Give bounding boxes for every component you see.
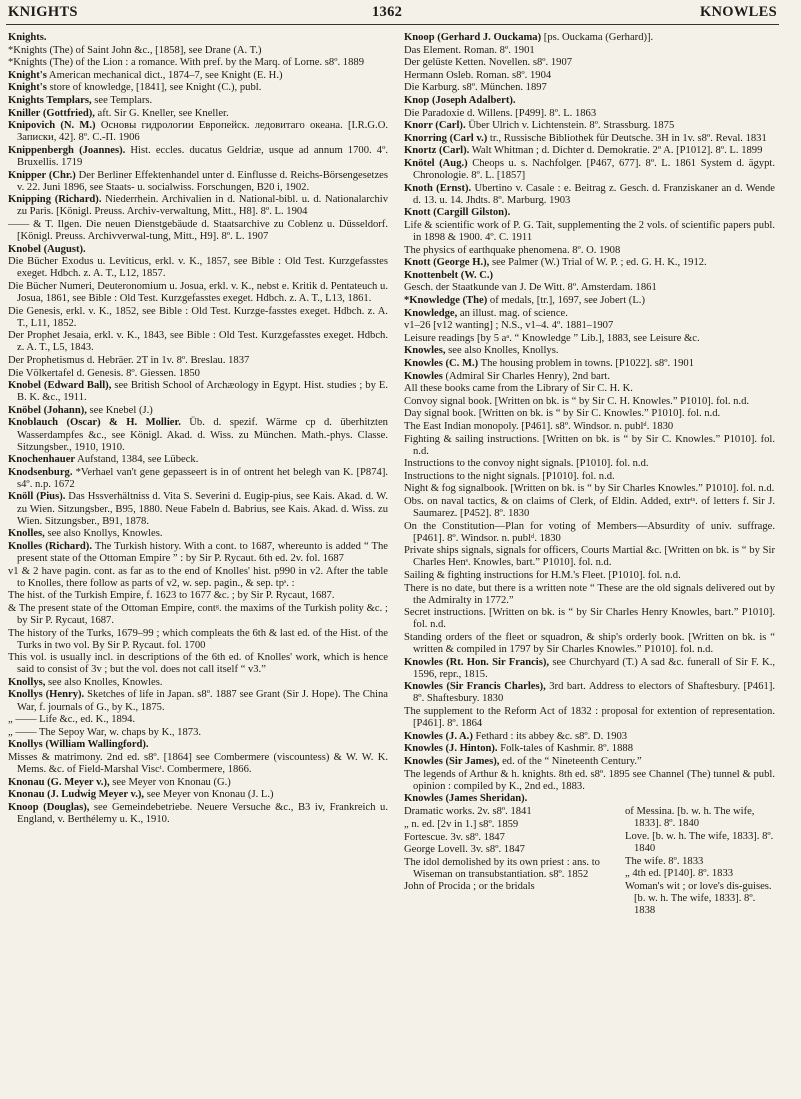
- header-left-catchword: KNIGHTS: [8, 4, 78, 20]
- entry-text: The hist. of the Turkish Empire, f. 1623 to 1677 &c. ; by Sir P. Rycaut, 1687.: [8, 590, 335, 602]
- catalogue-entry: [404, 657, 775, 681]
- catalogue-entry: [404, 471, 775, 483]
- entry-text: American mechanical dict., 1874–7, see Knight (E. H.): [46, 69, 283, 81]
- catalogue-entry: [404, 308, 775, 320]
- entry-text: Das Hssverhältniss d. Vita S. Severini d. Eugip-pius, see Kais. Akad. d. W. zu Wien. Sitzungsber., B95, 1880. Neue Fabeln d. Babrius, see Kais. Akad. d. Wiss. zu Wien. Sitzungsber., B91, 1878.: [17, 491, 388, 527]
- catalogue-entry: [404, 458, 775, 470]
- entry-text: Standing orders of the fleet or squadron, & ship's orderly book. [Written on bk. is “ written & compiled in 1797 by Sir Charles Knowles.” P1010]. fol. n.d.: [404, 632, 775, 656]
- entry-text: Die Bücher Exodus u. Leviticus, erkl. v. K., 1857, see Bible : Old Test. Kurzgefasstes exeget. Hdbch. z. A. T., L12, 1857.: [8, 256, 388, 280]
- entry-text: Leisure readings [by 5 aᵃ. “ Knowledge ” Lib.], 1883, see Leisure &c.: [404, 332, 700, 344]
- entry-text: —— & T. Ilgen. Die neuen Dienstgebäude d. Staatsarchive zu Coblenz u. Düsseldorf. [Königl. Preuss. Archivverwal-tung, Mitt., H9]. 8º. L. 1907: [8, 218, 388, 242]
- entry-text: see Palmer (W.) Trial of W. P. ; ed. G. H. K., 1912.: [489, 257, 707, 269]
- entry-text: Fethard : its abbey &c. s8º. D. 1903: [472, 730, 628, 742]
- catalogue-entry: [8, 145, 388, 169]
- entry-heading: Knöll (Pius).: [8, 491, 66, 503]
- entry-text: „ —— The Sepoy War, w. chaps by K., 1873.: [8, 726, 202, 738]
- catalogue-entry: [404, 383, 775, 395]
- catalogue-entry: [8, 57, 388, 69]
- catalogue-entry: [404, 120, 775, 132]
- catalogue-entry: [404, 333, 775, 345]
- catalogue-entry: [404, 681, 775, 705]
- entry-heading: Knonau (J. Ludwig Meyer v.),: [8, 789, 145, 801]
- entry-heading: Knollys (William Wallingford).: [8, 739, 149, 751]
- sub-entry: of Messina. [b. w. h. The wife, 1833]. 8º. 1840: [625, 806, 755, 830]
- entry-text: Aufstand, 1384, see Lübeck.: [75, 454, 199, 466]
- entry-heading: Knortz (Carl).: [404, 145, 470, 157]
- entry-heading: Knöbel (Johann),: [8, 404, 87, 416]
- entry-text: On the Constitution—Plan for voting of Members—Absurdity of univ. suffrage. [P461]. 8º. Windsor. n. publᵈ. 1830: [404, 520, 775, 544]
- entry-text: Misses & matrimony. 2nd ed. s8º. [1864] see Combermere (viscountess) & W. W. K. Mems. &c. of Field-Marshal Viscᵗ. Combermere, 1866.: [8, 751, 388, 776]
- catalogue-entry: [8, 244, 388, 256]
- entry-heading: Knowles (J. Hinton).: [404, 743, 498, 755]
- catalogue-entry: [404, 408, 775, 420]
- entry-heading: Knowledge,: [404, 307, 458, 319]
- catalogue-entry: [8, 689, 388, 713]
- header-rule: [6, 24, 779, 25]
- catalogue-entry: [404, 133, 775, 145]
- entry-text: Sketches of life in Japan. s8º. 1887 see Grant (Sir J. Hope). The China War, f. journals of G., by K., 1875.: [17, 689, 389, 713]
- entry-text: *Knights (The) of Saint John &c., [1858], see Drane (A. T.): [8, 44, 262, 56]
- catalogue-entry: [404, 756, 775, 768]
- sheridan-works-left: [404, 806, 614, 917]
- catalogue-entry: [404, 743, 775, 755]
- catalogue-entry: [404, 82, 775, 94]
- sub-entry: John of Procida ; or the bridals: [404, 881, 535, 893]
- catalogue-entry: [8, 32, 388, 44]
- entry-heading: Knottenbelt (W. C.): [404, 269, 494, 281]
- catalogue-entry: [8, 70, 388, 82]
- catalogue-entry: [8, 170, 388, 194]
- catalogue-entry: [404, 607, 775, 631]
- catalogue-entry: [8, 677, 388, 689]
- catalogue-entry: [8, 491, 388, 527]
- entry-text: This vol. is usually incl. in descriptions of the 6th ed. of Knolles' work, which is hence said to consist of 3v ; but the vol. does not call itself “ v3.”: [8, 652, 388, 676]
- entry-text: see British School of Archæology in Egypt. Hist. studies ; by E. B. K. &c., 1911.: [17, 380, 388, 404]
- entry-text: Instructions to the convoy night signals. [P1010]. fol. n.d.: [404, 458, 649, 470]
- entry-text: Hist. eccles. ducatus Geldriæ, usque ad annum 1700. 4º. Bruxellis. 1719: [17, 144, 389, 168]
- catalogue-entry: [8, 714, 388, 726]
- entry-text: Der Berliner Effektenhandel unter d. Einflusse d. Reichs-Börsengesetzes v. 22. Juni 1896, see Staats- u. socialwiss. Forschungen, B20 i, 1902.: [17, 169, 388, 193]
- entry-heading: Knoth (Ernst).: [404, 182, 472, 194]
- catalogue-entry: [404, 32, 775, 44]
- entry-text: Life & scientific work of P. G. Tait, supplementing the 2 vols. of scientific papers publ. in 1898 & 1900. 4º. C. 1911: [404, 219, 775, 243]
- catalogue-entry: [404, 496, 775, 520]
- catalogue-entry: [8, 194, 388, 218]
- entry-text: see Knebel (J.): [86, 404, 153, 416]
- entry-heading: *Knowledge (The): [404, 294, 488, 306]
- left-column: [8, 32, 388, 826]
- entry-text: Private ships signals, signals for officers, Courts Martial &c. [Written on bk. is “ by Sir Charles Henˢ. Knowles, bart.” P1010]. fol. n.d.: [404, 545, 775, 569]
- entry-heading: Knollys,: [8, 676, 46, 688]
- entry-text: „ —— Life &c., ed. K., 1894.: [8, 714, 136, 726]
- catalogue-entry: [8, 802, 388, 826]
- entry-text: see also Knolles, Knollys.: [445, 345, 559, 357]
- entry-text: see Gemeindebetriebe. Neuere Versuche &c., B3 iv, Frankreich u. England, v. Berthélemy u. K., 1910.: [17, 801, 388, 825]
- catalogue-entry: [404, 483, 775, 495]
- entry-heading: Knippenbergh (Joannes).: [8, 144, 126, 156]
- catalogue-entry: [8, 467, 388, 491]
- catalogue-entry: [8, 368, 388, 380]
- entry-text: Основы гидрологии Европейск. ледовитаго океана. [I.R.G.O. Записки, 42]. 8º. С.-П. 1906: [17, 120, 388, 144]
- entry-text: Fighting & sailing instructions. [Written on bk. is “ by Sir C. Knowles.” P1010]. fol. n.d.: [404, 433, 775, 457]
- entry-heading: Knoop (Douglas),: [8, 801, 90, 813]
- sub-entry: „ 4th ed. [P140]. 8º. 1833: [625, 868, 734, 880]
- catalogue-entry: [404, 220, 775, 244]
- running-header: [0, 0, 801, 24]
- entry-text: v1 & 2 have pagin. cont. as far as to the end of Knolles' hist. p990 in v2. After the table to Knolles, there follow as parts of v2, w. sep. pagin., & sep. tpˢ. :: [8, 565, 388, 589]
- entry-text: & The present state of the Ottoman Empire, contᵍ. the maxims of the Turkish polity &c. ; by Sir P. Rycaut, 1687.: [8, 602, 388, 626]
- entry-heading: Knolles (Richard).: [8, 540, 92, 552]
- catalogue-entry: [404, 793, 775, 805]
- catalogue-entry: [404, 207, 775, 219]
- catalogue-entry: [404, 731, 775, 743]
- catalogue-entry: [8, 281, 388, 305]
- catalogue-entry: [404, 396, 775, 408]
- entry-heading: Knochenhauer: [8, 454, 76, 466]
- entry-heading: Knipovich (N. M.): [8, 120, 96, 132]
- entry-heading: Knipper (Chr.): [8, 169, 76, 181]
- entry-heading: Knipping (Richard).: [8, 194, 102, 206]
- catalogue-entry: [8, 652, 388, 676]
- entry-text: The East Indian monopoly. [P461]. s8º. Windsor. n. publᵈ. 1830: [404, 420, 674, 432]
- entry-text: store of knowledge, [1841], see Knight (C.), publ.: [46, 82, 262, 94]
- catalogue-entry: [404, 769, 775, 793]
- catalogue-entry: [404, 57, 775, 69]
- sub-entry: „ n. ed. [2v in 1.] s8º. 1859: [404, 818, 519, 830]
- catalogue-entry: [404, 95, 775, 107]
- entry-text: see Templars.: [91, 94, 153, 106]
- sub-entry: Dramatic works. 2v. s8º. 1841: [404, 806, 532, 818]
- entry-text: (Admiral Sir Charles Henry), 2nd bart.: [442, 370, 610, 382]
- entry-text: 3rd bart. Address to electors of Shaftesbury. [P461]. 8º. Shaftesbury. 1830: [413, 681, 775, 705]
- sub-entry: George Lovell. 3v. s8º. 1847: [404, 844, 525, 856]
- entry-text: Folk-tales of Kashmir. 8º. 1888: [497, 743, 633, 755]
- catalogue-entry: [8, 603, 388, 627]
- sub-entry: Fortescue. 3v. s8º. 1847: [404, 831, 505, 843]
- entry-text: Das Element. Roman. 8º. 1901: [404, 44, 535, 56]
- entry-text: Ubertino v. Casale : e. Beitrag z. Gesch. d. Franziskaner an d. Wende d. 13. u. 14. Jhdts. 8º. Marburg. 1903: [413, 182, 775, 206]
- entry-text: The Turkish history. With a cont. to 1687, whereunto is added “ The present state of the Ottoman Empire ” : by Sir P. Rycaut. 6th ed. 2v. fol. 1687: [17, 540, 388, 564]
- catalogue-entry: [404, 570, 775, 582]
- catalogue-entry: [8, 454, 388, 466]
- entry-text: Die Karburg. s8º. München. 1897: [404, 82, 547, 94]
- entry-heading: Knoblauch (Oscar) & H. Mollier.: [8, 417, 181, 429]
- entry-text: Der Prophetismus d. Hebräer. 2T in 1v. 8º. Breslau. 1837: [8, 354, 250, 366]
- entry-heading: Knoop (Gerhard J. Ouckama): [404, 32, 542, 43]
- entry-heading: Knott (George H.),: [404, 257, 490, 269]
- catalogue-entry: [404, 108, 775, 120]
- entry-text: Night & fog signalbook. [Written on bk. is “ by Sir Charles Knowles.” P1010]. fol. n.d.: [404, 483, 775, 495]
- sub-entry: Love. [b. w. h. The wife, 1833]. 8º. 1840: [625, 831, 774, 855]
- page-number: 1362: [372, 4, 403, 20]
- sub-entry: The idol demolished by its own priest : ans. to Wiseman on transubstantiation. s8º. 1852: [404, 856, 600, 880]
- catalogue-entry: [404, 358, 775, 370]
- entry-heading: Knowles (Sir Francis Charles),: [404, 681, 546, 693]
- catalogue-entry: [8, 628, 388, 652]
- entry-heading: Knights Templars,: [8, 94, 92, 106]
- entry-text: Gesch. der Staatkunde van J. De Witt. 8º. Amsterdam. 1861: [404, 282, 657, 294]
- entry-text: Hermann Osleb. Roman. s8º. 1904: [404, 69, 552, 81]
- entry-text: Convoy signal book. [Written on bk. is “ by Sir C. H. Knowles.” P1010]. fol. n.d.: [404, 395, 750, 407]
- entry-text: All these books came from the Library of Sir C. H. K.: [404, 383, 633, 395]
- catalogue-entry: [8, 752, 388, 776]
- entry-text: aft. Sir G. Kneller, see Kneller.: [94, 107, 229, 119]
- entry-text: Sailing & fighting instructions for H.M.'s Fleet. [P1010]. fol. n.d.: [404, 570, 681, 582]
- catalogue-entry: [8, 727, 388, 739]
- catalogue-entry: [8, 380, 388, 404]
- entry-text: see also Knollys, Knowles.: [44, 528, 163, 540]
- entry-text: [ps. Ouckama (Gerhard)].: [541, 32, 654, 43]
- entry-heading: Knights.: [8, 32, 47, 43]
- entry-text: an illust. mag. of science.: [457, 307, 568, 319]
- catalogue-entry: [404, 706, 775, 730]
- catalogue-entry: [8, 541, 388, 565]
- entry-heading: Knobel (August).: [8, 243, 86, 255]
- catalogue-entry: [404, 158, 775, 182]
- catalogue-entry: [404, 421, 775, 433]
- catalogue-entry: [404, 521, 775, 545]
- entry-heading: Knight's: [8, 69, 47, 81]
- entry-heading: Knowles (James Sheridan).: [404, 793, 528, 805]
- entry-heading: Knowles (J. A.): [404, 730, 473, 742]
- entry-text: of medals, [tr.], 1697, see Jobert (L.): [487, 294, 645, 306]
- entry-heading: Knonau (G. Meyer v.),: [8, 776, 110, 788]
- catalogue-entry: [404, 183, 775, 207]
- catalogue-entry: [8, 95, 388, 107]
- entry-heading: Kniller (Gottfried),: [8, 107, 95, 119]
- entry-text: The history of the Turks, 1679–99 ; which compleats the 6th & last ed. of the Hist. of the Turks in two vol. By Sir P. Rycaut. fol. 1700: [8, 627, 388, 651]
- entry-heading: Knott (Cargill Gilston).: [404, 207, 511, 219]
- entry-text: Über Ulrich v. Lichtenstein. 8º. Strassburg. 1875: [465, 120, 675, 132]
- catalogue-entry: [8, 417, 388, 453]
- catalogue-entry: [404, 245, 775, 257]
- entry-text: Obs. on naval tactics, & on claims of Clerk, of Eldin. Added, extrᵗˢ. of letters f. Sir J. Saumarez. [P452]. 8º. 1830: [404, 495, 775, 520]
- entry-text: Die Völkertafel d. Genesis. 8º. Giessen. 1850: [8, 367, 200, 379]
- catalogue-entry: [8, 306, 388, 330]
- entry-heading: Knowles,: [404, 345, 446, 357]
- catalogue-entry: [404, 282, 775, 294]
- entry-text: see Churchyard (T.) A sad &c. funerall of Sir F. K., 1596, repr., 1815.: [413, 656, 775, 680]
- header-right-catchword: KNOWLES: [699, 4, 777, 20]
- entry-heading: Knowles: [404, 370, 443, 382]
- entry-text: The supplement to the Reform Act of 1832 : proposal for extention of representation. [P461]. 8º. 1864: [404, 706, 775, 730]
- catalogue-entry: [8, 777, 388, 789]
- catalogue-entry: [8, 789, 388, 801]
- entry-heading: Knowles (Sir James),: [404, 755, 500, 767]
- catalogue-entry: [8, 405, 388, 417]
- right-column: [404, 32, 775, 917]
- entry-text: Cheops u. s. Nachfolger. [P467, 677]. 8º. L. 1861 System d. ägypt. Chronologie. 8º. L. [1857]: [413, 157, 775, 182]
- entry-heading: Knop (Joseph Adalbert).: [404, 94, 516, 106]
- entry-heading: Knodsenburg.: [8, 466, 73, 478]
- entry-heading: Knowles (C. M.): [404, 357, 479, 369]
- entry-text: v1–26 [v12 wanting] ; N.S., v1–4. 4º. 1881–1907: [404, 320, 614, 332]
- catalogue-entry: [8, 219, 388, 243]
- entry-text: tr., Russische Bibliothek für Deutsche. 3H in 1v. s8º. Reval. 1831: [487, 132, 767, 144]
- entry-text: see also Knolles, Knowles.: [45, 676, 163, 688]
- catalogue-entry: [8, 120, 388, 144]
- sub-entry: The wife. 8º. 1833: [625, 855, 704, 867]
- entry-text: The physics of earthquake phenomena. 8º. O. 1908: [404, 244, 621, 256]
- entry-text: Der gelüste Ketten. Novellen. s8º. 1907: [404, 57, 573, 69]
- entry-heading: Knollys (Henry).: [8, 689, 85, 701]
- entry-text: The legends of Arthur & h. knights. 8th ed. s8º. 1895 see Channel (The) tunnel & publ. opinion : compiled by K., 2nd ed., 1883.: [404, 768, 775, 792]
- sheridan-works-split: [404, 806, 775, 917]
- entry-heading: Knight's: [8, 82, 47, 94]
- entry-heading: Knowles (Rt. Hon. Sir Francis),: [404, 656, 550, 668]
- catalogue-entry: [8, 590, 388, 602]
- catalogue-entry: [8, 528, 388, 540]
- entry-text: Niederrhein. Archivalien in d. National-bibl. u. d. Nationalarchiv zu Paris. [Königl. Preuss. Archiv-verwaltung, Mitt., H8]. 8º. L. 1904: [17, 194, 388, 218]
- sub-entry: Woman's wit ; or love's dis-guises. [b. w. h. The wife, 1833]. 8º. 1838: [625, 880, 772, 917]
- catalogue-entry: [404, 145, 775, 157]
- entry-text: *Verhael van't gene gepasseert is in of ontrent het belegh van K. [P874]. s4º. n.p. 1672: [17, 466, 388, 490]
- catalogue-entry: [404, 270, 775, 282]
- sheridan-works-right: [625, 806, 775, 917]
- entry-heading: Knobel (Edward Ball),: [8, 380, 112, 392]
- entry-text: *Knights (The) of the Lion : a romance. With pref. by the Marq. of Lorne. s8º. 1889: [8, 57, 364, 69]
- entry-text: There is no date, but there is a written note “ These are the old signals delivered out by the Admiralty in 1772.”: [404, 582, 775, 606]
- catalogue-entry: [404, 632, 775, 656]
- entry-text: Secret instructions. [Written on bk. is “ by Sir Charles Henry Knowles, bart.” P1010]. fol. n.d.: [404, 607, 775, 631]
- catalogue-entry: [404, 345, 775, 357]
- catalogue-entry: [404, 295, 775, 307]
- catalogue-entry: [8, 330, 388, 354]
- entry-heading: Knolles,: [8, 528, 45, 540]
- entry-text: see Meyer von Knonau (G.): [109, 776, 231, 788]
- entry-text: Der Prophet Jesaia, erkl. v. K., 1843, see Bible : Old Test. Kurzgefasstes exeget. Hdbch. z. A. T., L5, 1843.: [8, 330, 388, 354]
- catalogue-entry: [404, 583, 775, 607]
- entry-text: Instructions to the night signals. [P1010]. fol. n.d.: [404, 470, 615, 482]
- entry-text: see Meyer von Knonau (J. L.): [144, 789, 274, 801]
- catalogue-entry: [404, 371, 775, 383]
- catalogue-entry: [404, 70, 775, 82]
- catalogue-entry: [404, 45, 775, 57]
- entry-heading: Knorr (Carl).: [404, 120, 466, 132]
- catalogue-entry: [404, 434, 775, 458]
- entry-text: Üb. d. spezif. Wärme cp d. überhitzten Wasserdampfes &c., see Königl. Akad. d. Wiss. zu München. Math.-phys. Classe. Sitzungsber., 1910, 1910.: [17, 417, 388, 453]
- catalogue-entry: [404, 320, 775, 332]
- entry-text: ed. of the “ Nineteenth Century.”: [499, 755, 642, 767]
- catalogue-entry: [8, 108, 388, 120]
- catalogue-entry: [8, 256, 388, 280]
- catalogue-entry: [8, 45, 388, 57]
- entry-heading: Knorring (Carl v.): [404, 132, 488, 144]
- entry-text: Day signal book. [Written on bk. is “ by Sir C. Knowles.” P1010]. fol. n.d.: [404, 408, 721, 420]
- catalogue-entry: [8, 566, 388, 590]
- entry-text: Die Bücher Numeri, Deuteronomium u. Josua, erkl. v. K., nebst e. Kritik d. Pentateuch u. Josua, 1861, see Bible : Old Test. Kurzgefasstes exeget. Hdbch. z. A. T., L13, 1861.: [8, 280, 388, 304]
- entry-text: The housing problem in towns. [P1022]. s8º. 1901: [478, 357, 694, 369]
- catalogue-entry: [404, 545, 775, 569]
- catalogue-entry: [8, 82, 388, 94]
- entry-text: Die Genesis, erkl. v. K., 1852, see Bible : Old Test. Kurzge-fasstes exeget. Hdbch. z. A. T., L11, 1852.: [8, 305, 388, 329]
- entry-text: Walt Whitman ; d. Dichter d. Demokratie. 2º A. [P1012]. 8º. L. 1899: [469, 145, 763, 157]
- catalogue-entry: [8, 355, 388, 367]
- entry-text: Die Paradoxie d. Willens. [P499]. 8º. L. 1863: [404, 107, 597, 119]
- catalogue-entry: [8, 739, 388, 751]
- entry-heading: Knötel (Aug.): [404, 157, 468, 169]
- catalogue-entry: [404, 257, 775, 269]
